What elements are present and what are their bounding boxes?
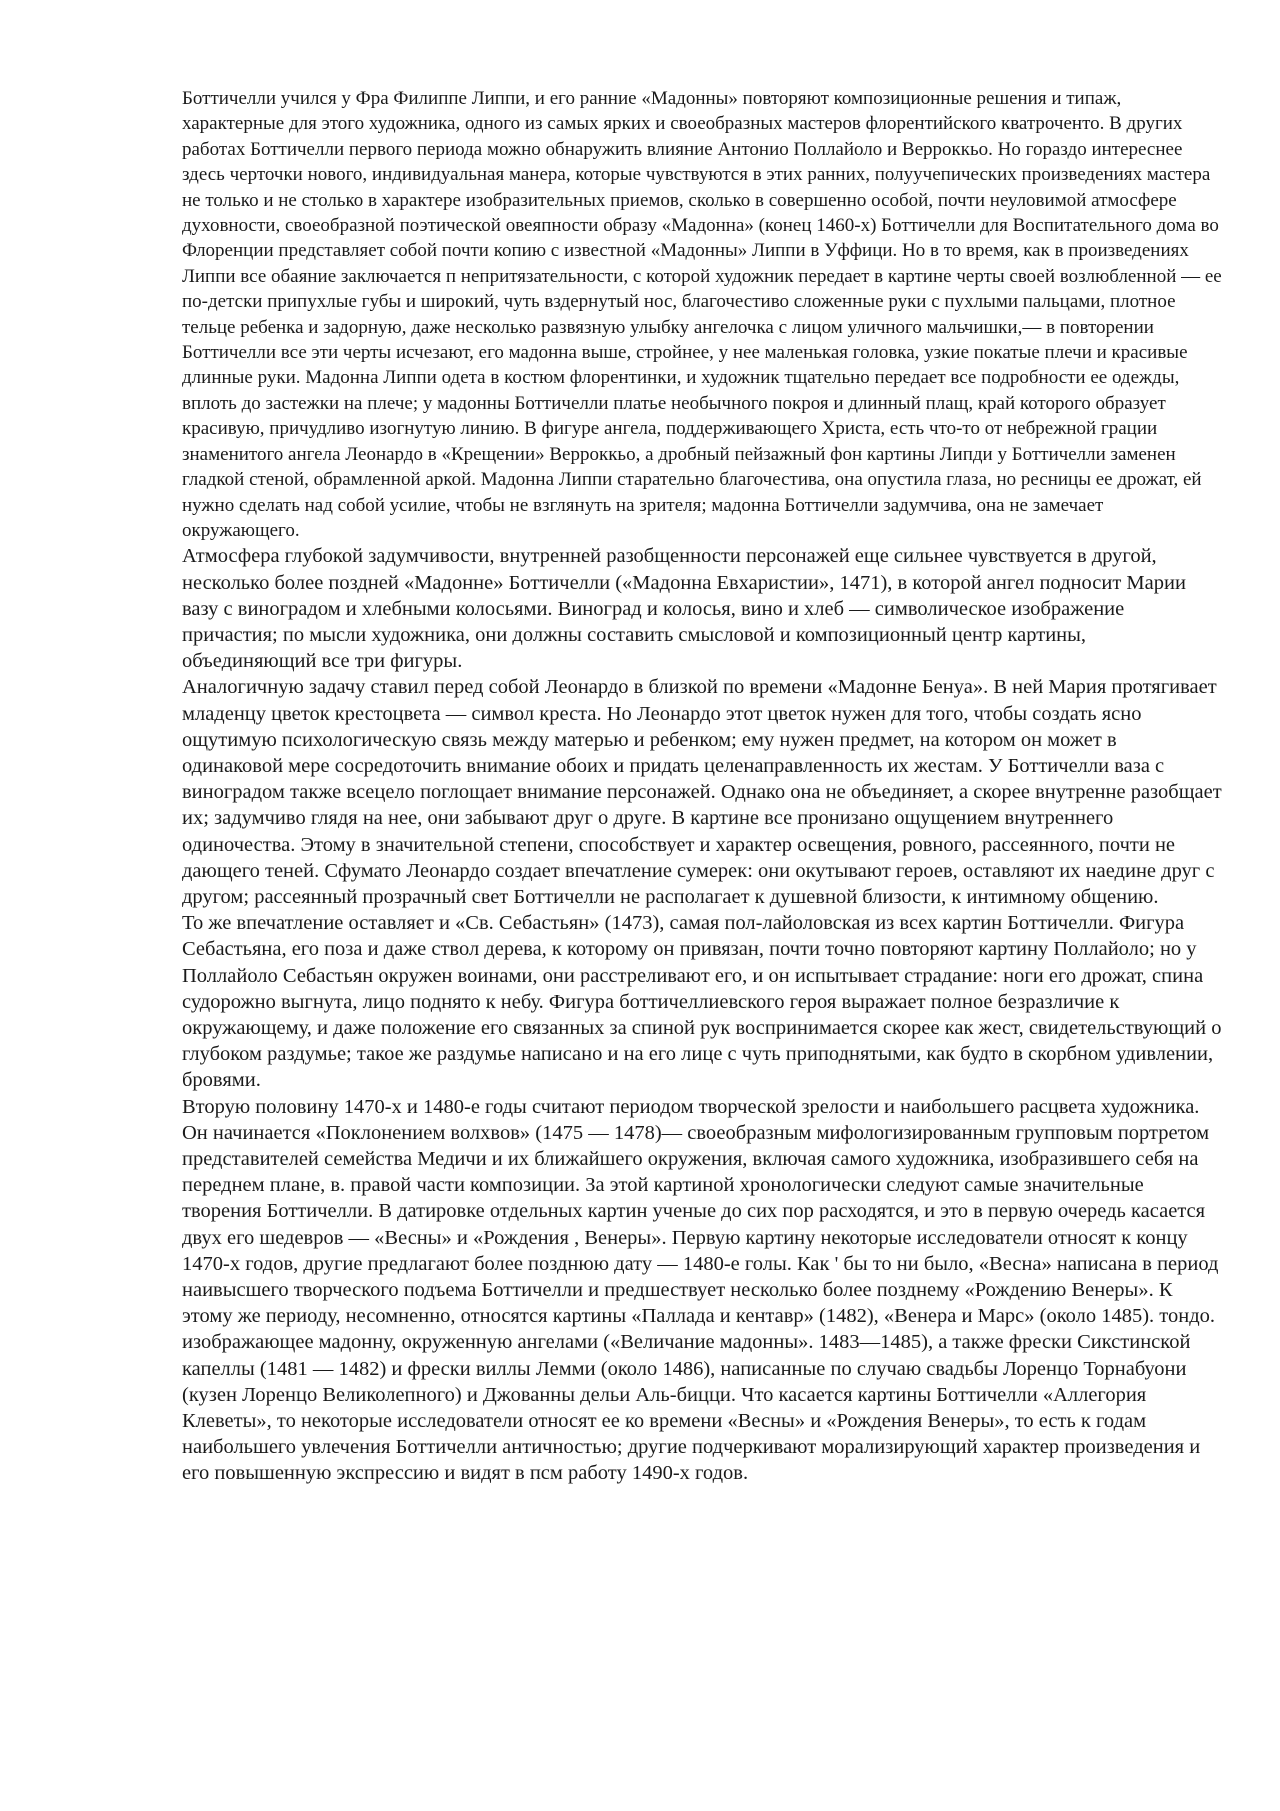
paragraph-madonna-benois: Аналогичную задачу ставил перед собой Леонардо в близкой по времени «Мадонне Бенуа». В ней Мария протягивает младенцу цветок крестоцвета — символ креста. Но Леонардо этот цветок нужен для того, чтобы создать ясно ощутимую психологическую связь между матерью и ребенком; ему нужен предмет, на котором он может в одинаковой мере сосредоточить внимание обоих и придать целенаправленность их жестам. У Боттичелли ваза с виноградом также всецело поглощает внимание персонажей. Однако она не объединяет, а скорее внутренне разобщает их; задумчиво глядя на нее, они забывают друг о друге. В картине все пронизано ощущением внутреннего одиночества. Этому в значительной степени, способствует и характер освещения, ровного, рассеянного, почти не дающего теней. Сфумато Леонардо создает впечатление сумерек: они окутывают героев, оставляют их наедине друг с другом; рассеянный прозрачный свет Боттичелли не располагает к душевной близости, к интимному общению. (182, 676, 1222, 908)
paragraph-saint-sebastian: То же впечатление оставляет и «Св. Себастьян» (1473), самая пол-лайоловская из всех картин Боттичелли. Фигура Себастьяна, его поза и даже ствол дерева, к которому он привязан, почти точно повторяют картину Поллайоло; но у Поллайоло Себастьян окружен воинами, они расстреливают его, и он испытывает страдание: ноги его дрожат, спина судорожно выгнута, лицо поднято к небу. Фигура боттичеллиевского героя выражает полное безразличие к окружающему, и даже положение его связанных за спиной рук воспринимается скорее как жест, свидетельствующий о глубоком раздумье; такое же раздумье написано и на его лице с чуть приподнятыми, как будто в скорбном удивлении, бровями. (182, 912, 1222, 1092)
paragraph-madonna-lippi: Боттичелли учился у Фра Филиппе Липпи, и его ранние «Мадонны» повторяют композиционные решения и типаж, характерные для этого художника, одного из самых ярких и своеобразных мастеров флорентийского кватроченто. В других работах Боттичелли первого периода можно обнаружить влияние Антонио Поллайоло и Верроккьо. Но гораздо интереснее здесь черточки нового, индивидуальная манера, которые чувствуются в этих ранних, полуучепических произведениях мастера не только и не столько в характере изобразительных приемов, сколько в совершенно особой, почти неуловимой атмосфере духовности, своеобразной поэтической овеяпности образу «Мадонна» (конец 1460-х) Боттичелли для Воспитательного дома во Флоренции представляет собой почти копию с известной «Мадонны» Липпи в Уффици. Но в то время, как в произведениях Липпи все обаяние заключается п непритязательности, с которой художник передает в картине черты своей возлюбленной — ее по-детски припухлые губы и широкий, чуть вздернутый нос, благочестиво сложенные руки с пухлыми пальцами, плотное тельце ребенка и задорную, даже несколько развязную улыбку ангелочка с лицом уличного мальчишки,— в повторении Боттичелли все эти черты исчезают, его мадонна выше, стройнее, у нее маленькая головка, узкие покатые плечи и красивые длинные руки. Мадонна Липпи одета в костюм флорентинки, и художник тщательно передает все подробности ее одежды, вплоть до застежки на плече; у мадонны Боттичелли платье необычного покроя и длинный плащ, край которого образует красивую, причудливо изогнутую линию. В фигуре ангела, поддерживающего Христа, есть что-то от небрежной грации знаменитого ангела Леонардо в «Крещении» Верроккьо, а дробный пейзажный фон картины Липди у Боттичелли заменен гладкой стеной, обрамленной аркой. Мадонна Липпи старательно благочестива, она опустила глаза, но ресницы ее дрожат, ей нужно сделать над собой усилие, чтобы не взглянуть на зрителя; мадонна Боттичелли задумчива, она не замечает окружающего. (182, 88, 1222, 541)
paragraph-mature-period: Вторую половину 1470-х и 1480-е годы считают периодом творческой зрелости и наибольшего расцвета художника. Он начинается «Поклонением волхвов» (1475 — 1478)— своеобразным мифологизированным групповым портретом представителей семейства Медичи и их ближайшего окружения, включая самого художника, изобразившего себя на переднем плане, в. правой части композиции. За этой картиной хронологически следуют самые значительные творения Боттичелли. В датировке отдельных картин ученые до сих пор расходятся, и это в первую очередь касается двух его шедевров — «Весны» и «Рождения , Венеры». Первую картину некоторые исследователи относят к концу 1470-х годов, другие предлагают более позднюю дату — 1480-е голы. Как ' бы то ни было, «Весна» написана в период наивысшего творческого подъема Боттичелли и предшествует несколько более позднему «Рождению Венеры». К этому же периоду, несомненно, относятся картины «Паллада и кентавр» (1482), «Венера и Марс» (около 1485). тондо. изображающее мадонну, окруженную ангелами («Величание мадонны». 1483—1485), а также фрески Сикстинской капеллы (1481 — 1482) и фрески виллы Лемми (около 1486), написанные по случаю свадьбы Лоренцо Торнабуони (кузен Лоренцо Великолепного) и Джованны дельи Аль-бицци. Что касается картины Боттичелли «Аллегория Клеветы», то некоторые исследователи относят ее ко времени «Весны» и «Рождения Венеры», то есть к годам наибольшего увлечения Боттичелли античностью; другие подчеркивают морализирующий характер произведения и его повышенную экспрессию и видят в псм работу 1490-х годов. (182, 1095, 1219, 1485)
document-page (182, 86, 1222, 1487)
paragraph-madonna-eucharist: Атмосфера глубокой задумчивости, внутренней разобщенности персонажей еще сильнее чувствуется в другой, несколько более поздней «Мадонне» Боттичелли («Мадонна Евхаристии», 1471), в которой ангел подносит Марии вазу с виноградом и хлебными колосьями. Виноград и колосья, вино и хлеб — символическое изображение причастия; по мысли художника, они должны составить смысловой и композиционный центр картины, объединяющий все три фигуры. (182, 545, 1186, 673)
